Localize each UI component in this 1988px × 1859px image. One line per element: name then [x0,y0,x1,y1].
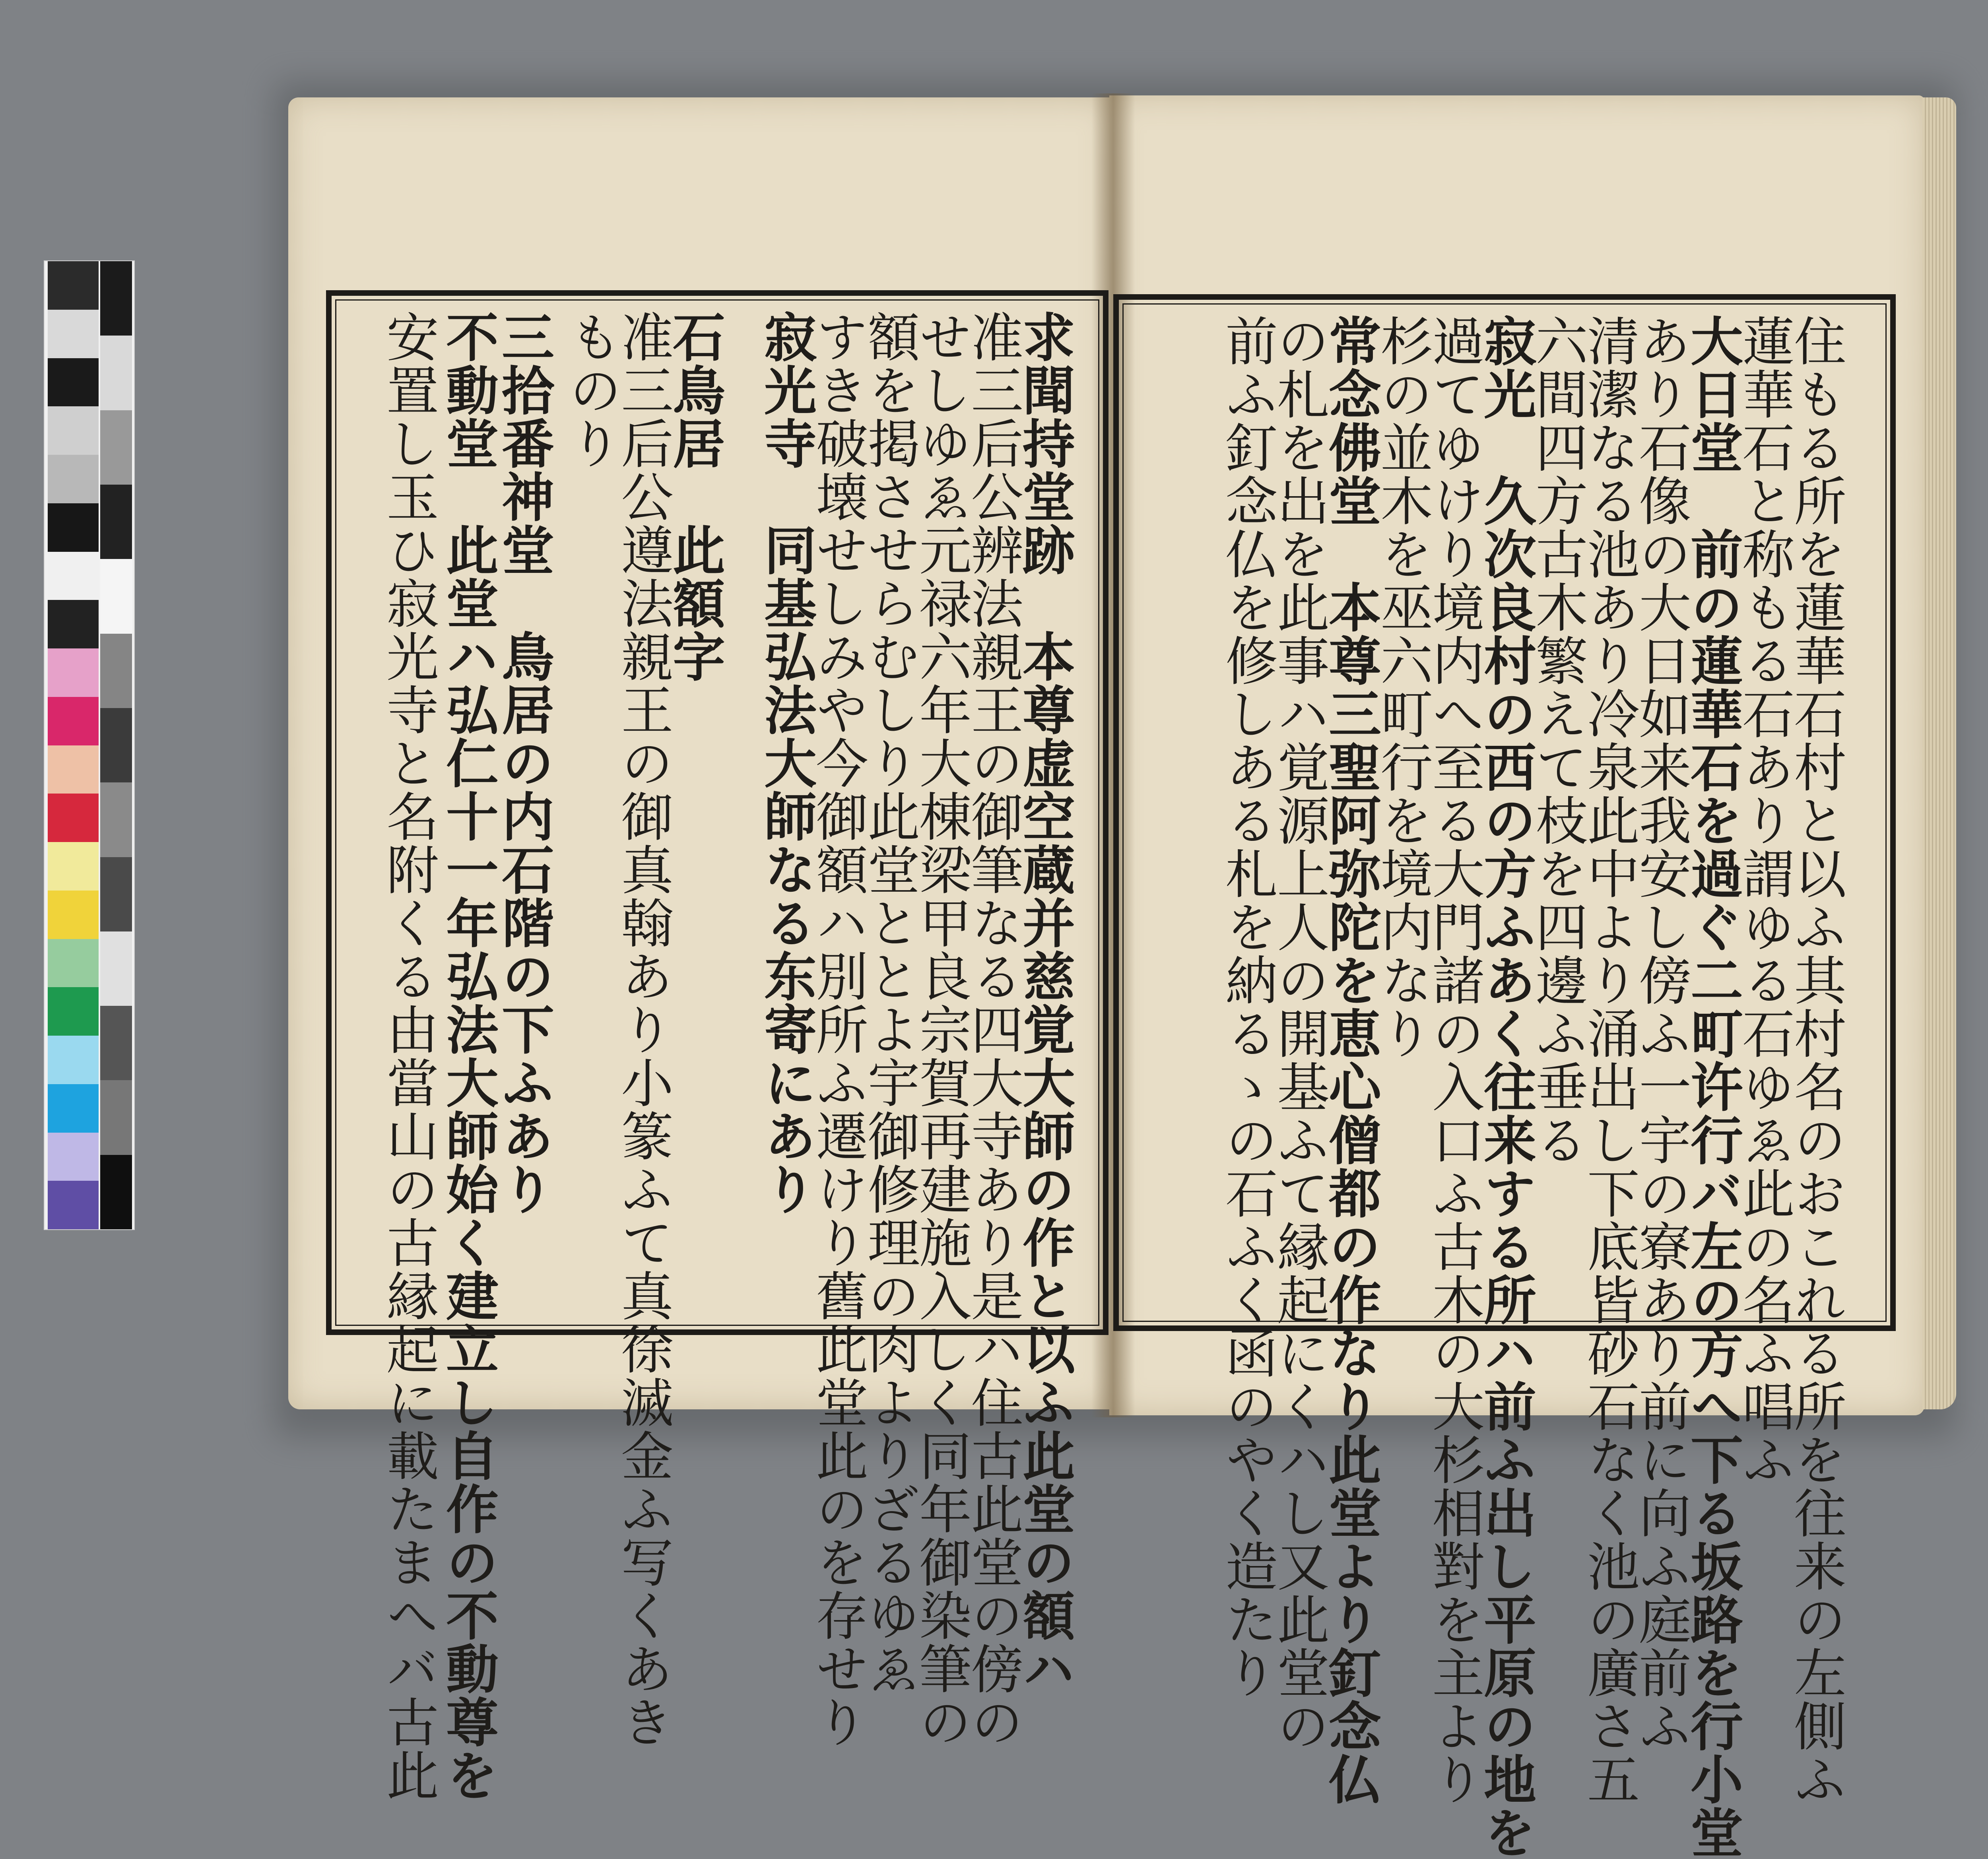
color-card-right-swatch [100,1080,132,1155]
left-col-2: 准三后公辨法親王の御筆なる四大寺あり是ハ住古此堂の傍の [962,310,1023,1748]
left-col-5: すき破壊せしみや今御額ハ別所ふ遷けり舊此堂此のを存せり [807,310,868,1748]
color-card-left-swatch [48,1181,99,1229]
right-col-8: 過てゆけり境内へ至る大門諸の入口ふ古木の大杉相對を主より [1423,314,1484,1806]
color-card-right-swatch [100,485,132,559]
color-card-left-swatch [48,1133,99,1181]
right-col-7: 寂光 久次良村の西の方ふあく往来する所ハ前ふ出し平原の地を [1475,314,1536,1859]
right-col-5: 清潔なる池あり冷泉此中より涌出し下底皆砂石なく池の廣さ五 [1578,314,1639,1806]
left-col-9: ものり [560,310,621,470]
color-card-left-swatch [48,1084,99,1133]
left-col-7: 石鳥居 此額字 [664,310,725,683]
color-card-right-swatch [100,782,132,857]
color-card-left-swatch [48,406,99,455]
color-card-right-swatch [100,931,132,1006]
color-card-left-strip [48,261,99,1229]
right-col-9: 杉の並木を巫六町行を境内なり [1371,314,1433,1060]
right-col-6: 六間四方古木繁えて枝を四邊ふ垂る [1526,314,1588,1166]
color-card-left-swatch [48,552,99,600]
left-col-1: 求聞持堂跡 本尊虚空蔵并慈覚大師の作と以ふ此堂の額ハ [1013,310,1075,1695]
right-col-1: 住もる所を蓮華石村と以ふ其村名のおこれる所を往来の左側ふ [1785,314,1846,1806]
color-card-left-swatch [48,600,99,648]
color-card-left-swatch [48,745,99,794]
color-card-right-swatch [100,708,132,782]
right-col-12: 前ふ釘念仏を修しある札を納るゝの石ふく函のやく造たり [1216,314,1277,1699]
color-card-right-swatch [100,1155,132,1229]
color-card-right-swatch [100,410,132,485]
color-card-left-swatch [48,648,99,697]
left-col-4: 額を掲させらむしり此堂ととよ宇御修理の肉よりざるゆゑ [858,310,920,1695]
right-col-10: 常念佛堂 本尊三聖阿弥陀を恵心僧都の作なり此堂より釘念仏 [1320,314,1381,1806]
color-card-right-swatch [100,634,132,708]
color-card-left-swatch [48,455,99,503]
color-card-left-swatch [48,358,99,407]
left-col-12: 安置し玉ひ寂光寺と名附くる由當山の古縁起に載たまへバ古此 [377,310,439,1802]
left-col-6: 寂光寺 同基弘法大師なる东寄にあり [755,310,817,1216]
color-card-right-swatch [100,559,132,633]
color-card-left-swatch [48,987,99,1036]
color-card-left-swatch [48,503,99,552]
left-col-11: 不動堂 此堂ハ弘仁十一年弘法大師始く建立し自作の不動尊を [437,310,499,1802]
left-col-3: せしゆゑ元禄六年大棟梁甲良宗賀再建施入しく同年御染筆の [910,310,971,1748]
color-card-left-swatch [48,261,99,310]
color-card-left-swatch [48,697,99,745]
right-col-11: の札を出を此事ハ覚源上人の開基ふて縁起にくハし又此堂の [1268,314,1329,1752]
right-col-3: 大日堂 前の蓮華石を過ぐ二町许行バ左の方へ下る坂路を行小堂 [1681,314,1743,1859]
page-stack-edge [1922,97,1956,1409]
color-card-left-swatch [48,891,99,939]
left-col-8: 准三后公遵法親王の御真翰あり小篆ふて真徐滅金ふ写くあき [612,310,673,1748]
color-card-right-swatch [100,1006,132,1080]
color-card-right-swatch [100,261,132,336]
color-card-left-swatch [48,842,99,891]
color-card-left-swatch [48,794,99,842]
color-card-left-swatch [48,310,99,358]
right-col-4: あり石像の大日如来我安し傍ふ一宇の寮あり前に向ふ庭前ふ [1630,314,1691,1752]
color-card-left-swatch [48,939,99,988]
color-calibration-card [44,260,135,1230]
color-card-right-swatch [100,336,132,410]
color-card-right-strip [100,261,132,1229]
color-card-right-swatch [100,857,132,931]
left-col-10: 三拾番神堂 鳥居の内石階の下ふあり [493,310,554,1216]
right-col-2: 蓮華石と称もる石あり謂ゆる石ゆゑ此の名ふ唱ふ [1733,314,1794,1486]
color-card-left-swatch [48,1036,99,1084]
